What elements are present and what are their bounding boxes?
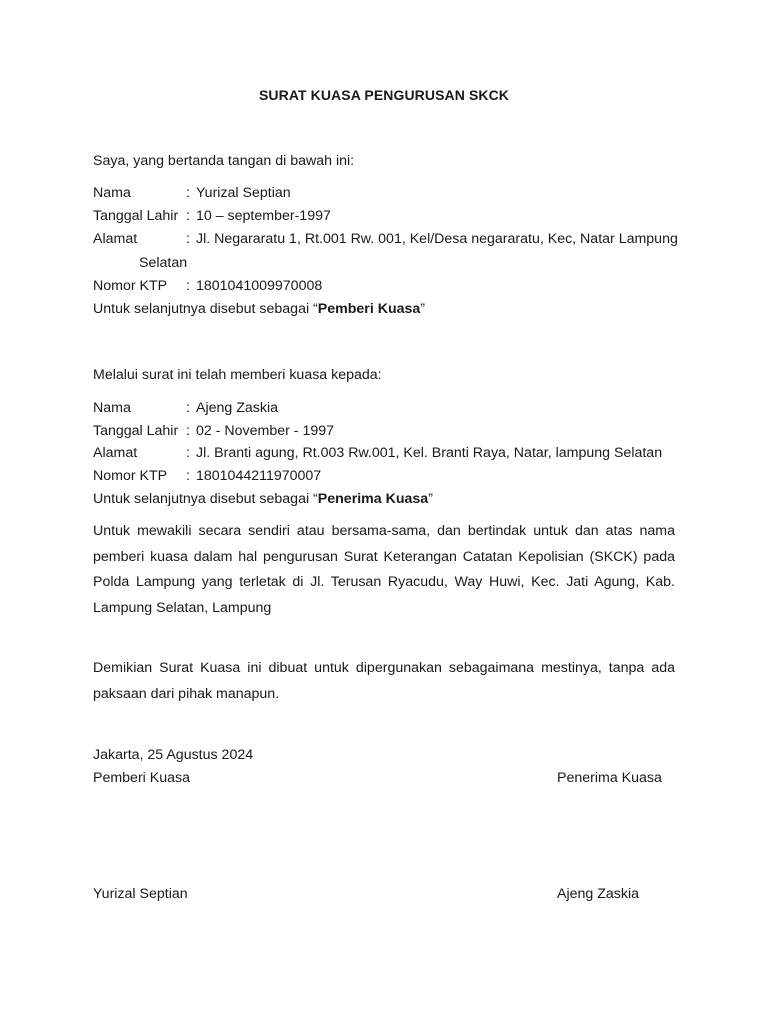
grantee-dob-label: Tanggal Lahir [93, 423, 179, 439]
separator: : [186, 423, 190, 439]
grantee-ktp-value: 1801044211970007 [196, 468, 322, 484]
grantor-designation [93, 300, 425, 318]
place-date: Jakarta, 25 Agustus 2024 [93, 747, 254, 763]
document-title: SURAT KUASA PENGURUSAN SKCK [258, 87, 510, 103]
grantor-ktp-value: 1801041009970008 [196, 278, 323, 294]
grantee-address-label: Alamat [93, 445, 138, 461]
grantor-name-row [93, 184, 693, 202]
grantor-address-value-line1: Jl. Negararatu 1, Rt.001 Rw. 001, Kel/Desa negararatu, Kec, Natar Lampung [196, 231, 678, 247]
grantor-designation-prefix: Untuk selanjutnya disebut sebagai “ [93, 301, 318, 317]
grantee-ktp-label: Nomor KTP [93, 468, 168, 484]
separator: : [186, 445, 190, 461]
grantor-dob-value: 10 – september-1997 [196, 208, 331, 224]
separator: : [186, 400, 190, 416]
grantor-ktp-row [93, 277, 693, 295]
separator: : [186, 185, 190, 201]
grantee-dob-value: 02 - November - 1997 [196, 423, 335, 439]
signature-left-role: Pemberi Kuasa [93, 770, 190, 786]
separator: : [186, 468, 190, 484]
separator: : [186, 208, 190, 224]
purpose-paragraph: Untuk mewakili secara sendiri atau bersama-sama, dan bertindak untuk dan atas nama pemberi kuasa dalam hal pengurusan Surat Keterangan Catatan Kepolisian (SKCK) pada Polda Lampung yang terletak di Jl. Terusan Ryacudu, Way Huwi, Kec. Jati Agung, Kab. Lampung Selatan, Lampung [93, 523, 675, 616]
grantee-ktp-row [93, 467, 693, 485]
grantee-name-row [93, 399, 693, 417]
grantor-ktp-label: Nomor KTP [93, 278, 168, 294]
separator: : [186, 231, 190, 247]
grantor-name-label: Nama [93, 185, 131, 201]
grantee-address-row [93, 444, 693, 462]
closing-paragraph: Demikian Surat Kuasa ini dibuat untuk dipergunakan sebagaimana mestinya, tanpa ada paksaan dari pihak manapun. [93, 660, 675, 702]
grantee-address-value: Jl. Branti agung, Rt.003 Rw.001, Kel. Branti Raya, Natar, lampung Selatan [196, 445, 663, 461]
grantor-dob-label: Tanggal Lahir [93, 208, 179, 224]
grantee-designation-prefix: Untuk selanjutnya disebut sebagai “ [93, 491, 318, 507]
grantee-designation [93, 490, 433, 508]
grantor-address-label: Alamat [93, 231, 138, 247]
separator: : [186, 278, 190, 294]
grantee-name-label: Nama [93, 400, 131, 416]
signature-right-name: Ajeng Zaskia [557, 886, 640, 902]
grantor-designation-name: Pemberi Kuasa [317, 301, 421, 317]
grantee-dob-row [93, 422, 693, 440]
grantee-designation-name: Penerima Kuasa [317, 491, 429, 507]
grantor-address-value-line2: Selatan [139, 255, 188, 271]
grantor-address-row [93, 230, 693, 248]
transition-text: Melalui surat ini telah memberi kuasa kepada: [93, 367, 382, 383]
grantor-name-value: Yurizal Septian [196, 185, 291, 201]
grantee-designation-suffix: ” [428, 491, 433, 507]
grantee-name-value: Ajeng Zaskia [196, 400, 279, 416]
grantor-designation-suffix: ” [420, 301, 426, 317]
signature-right-role: Penerima Kuasa [557, 770, 662, 786]
signature-left-name: Yurizal Septian [93, 886, 188, 902]
grantor-dob-row [93, 207, 693, 225]
intro-text: Saya, yang bertanda tangan di bawah ini: [93, 153, 355, 169]
